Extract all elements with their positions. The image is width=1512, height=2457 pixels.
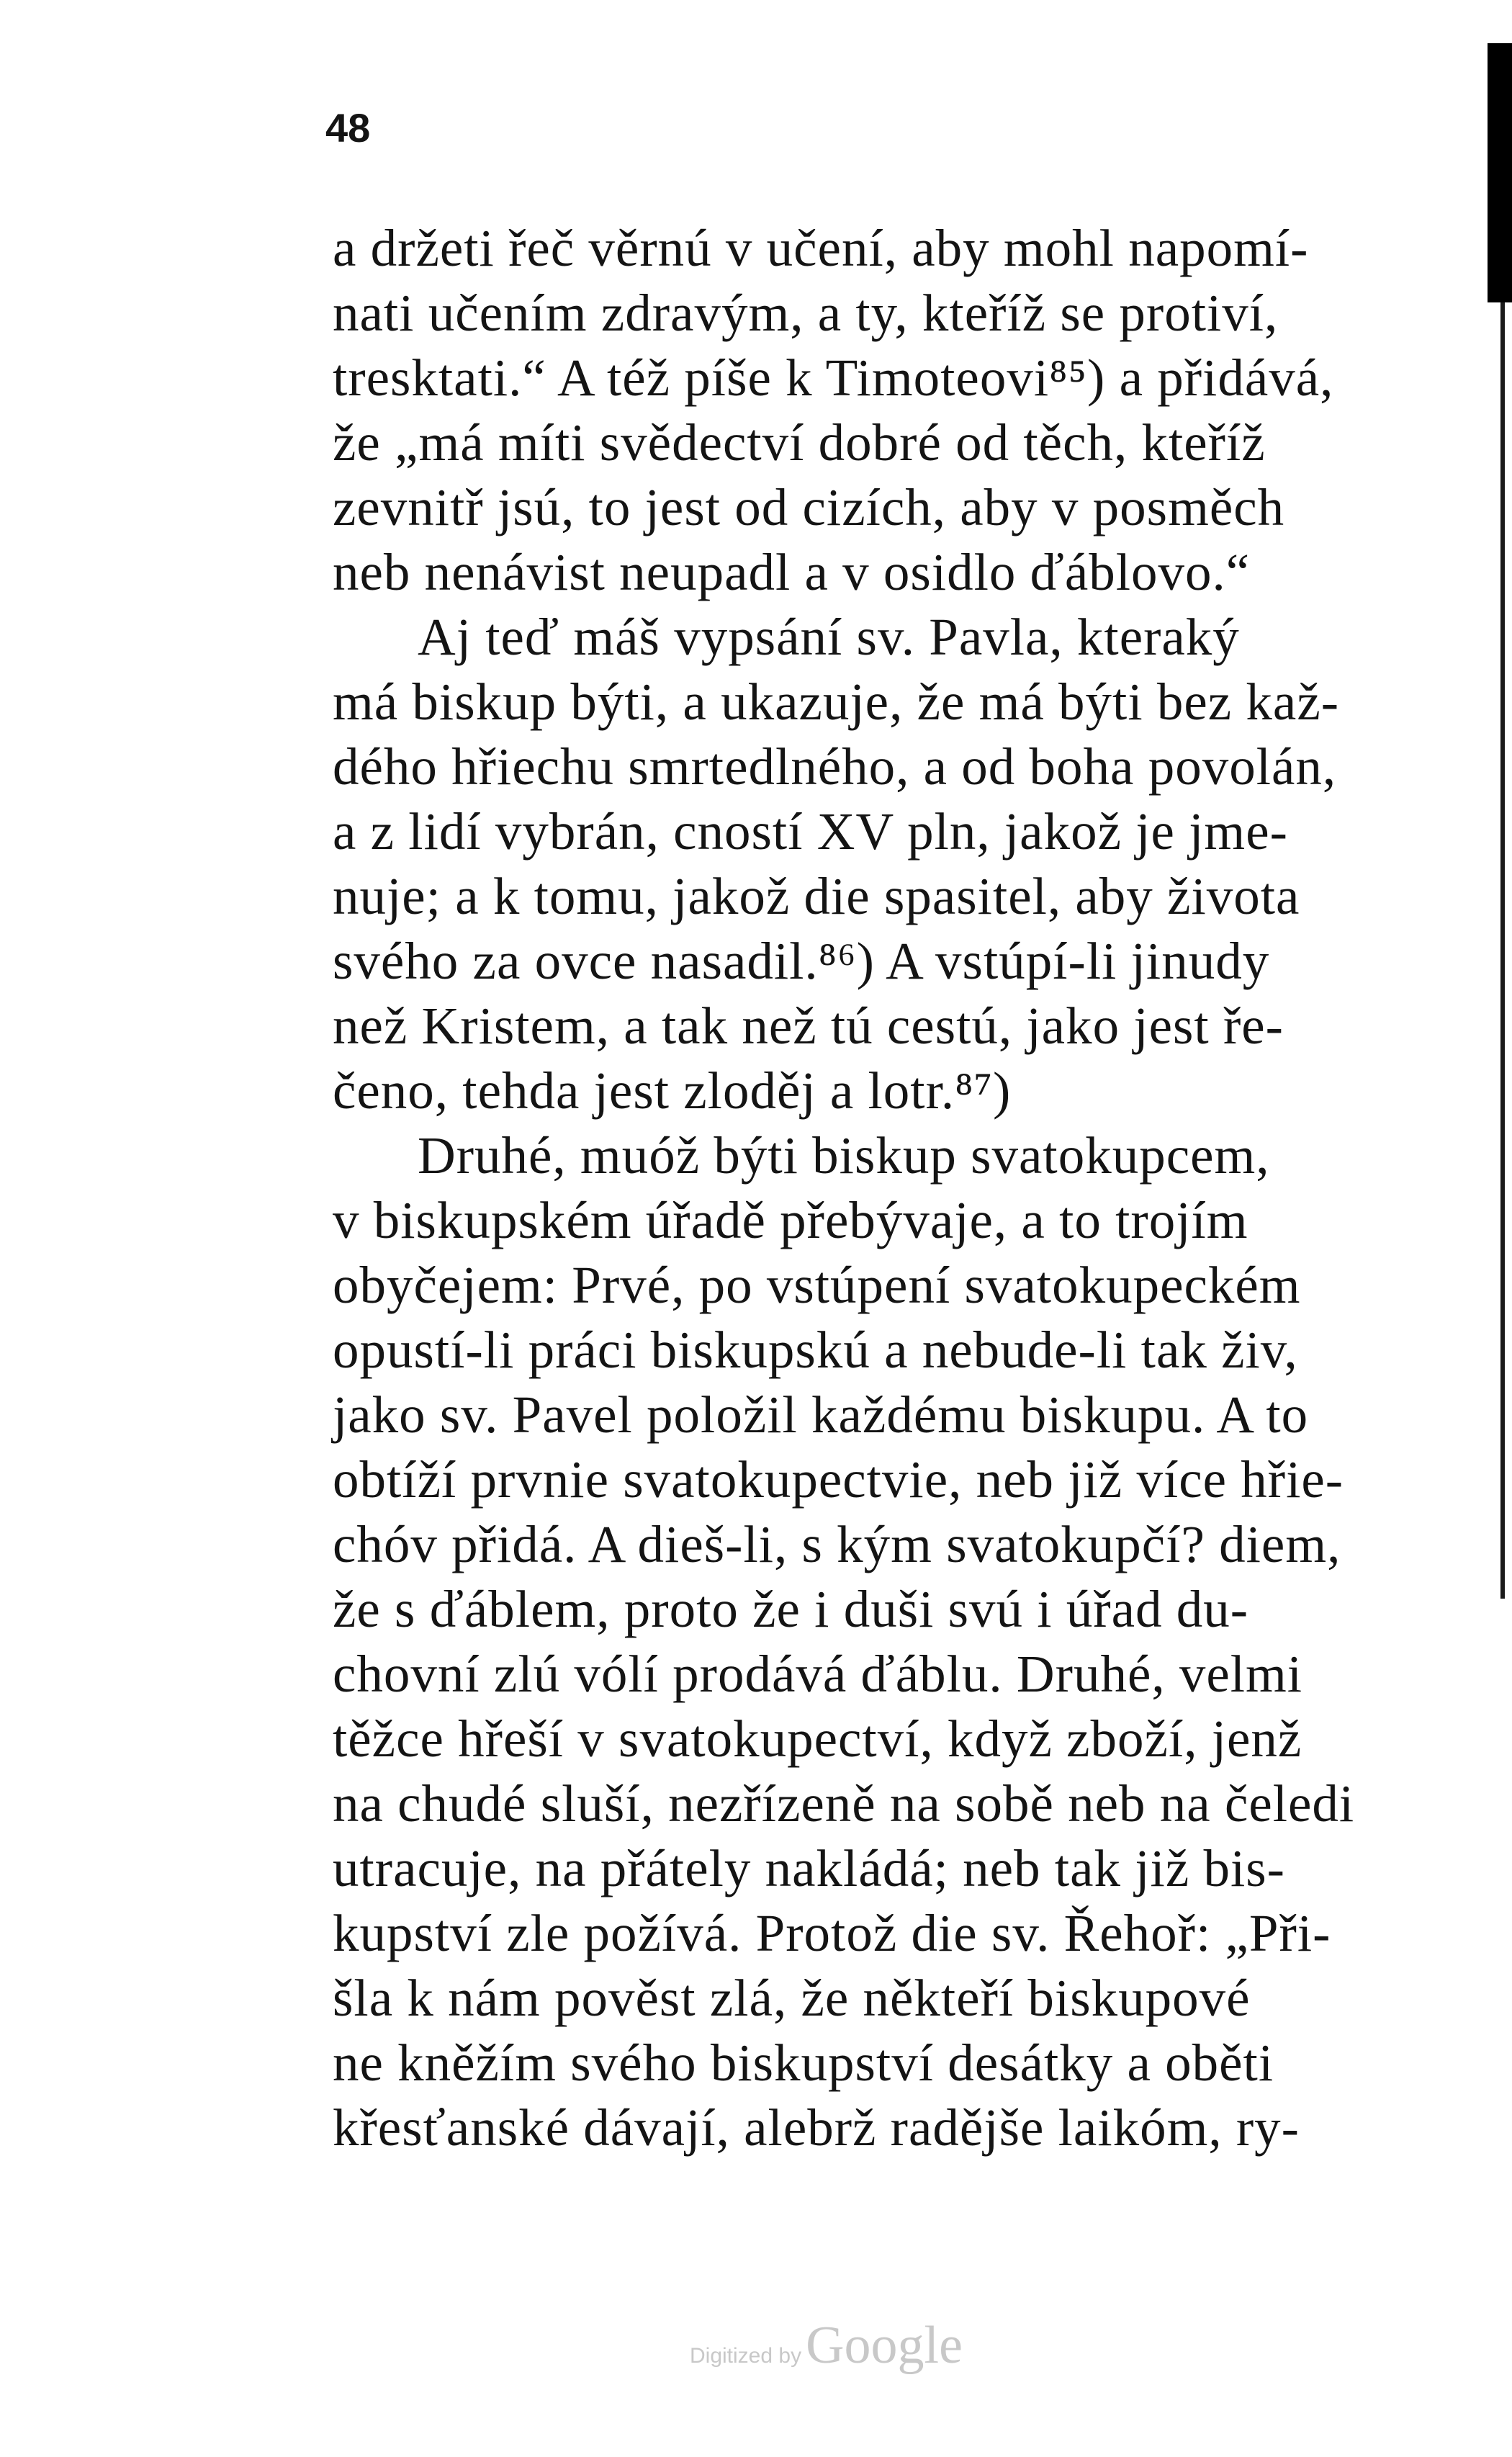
text-line-content: neb nenávist neupadl a v osidlo ďáblovo.“ <box>333 543 1251 601</box>
text-line-content: zevnitř jsú, to jest od cizích, aby v posměch <box>333 478 1285 536</box>
text-line-content: šla k nám pověst zlá, že někteří biskupové <box>333 1969 1251 2027</box>
text-line <box>333 281 1485 346</box>
scan-edge-shadow <box>1488 43 1512 302</box>
text-line-content: než Kristem, a tak než tú cestú, jako jest ře- <box>333 997 1284 1055</box>
text-line <box>333 1901 1485 1966</box>
text-line <box>333 540 1485 605</box>
text-line-content: utracuje, na přátely nakládá; neb tak již bis- <box>333 1839 1285 1897</box>
text-line-content: čeno, tehda jest zloděj a lotr.⁸⁷) <box>333 1061 1012 1120</box>
text-line-content: Aj teď máš vypsání sv. Pavla, kteraký <box>418 608 1240 666</box>
text-line <box>333 346 1485 410</box>
text-line <box>333 994 1485 1059</box>
text-line <box>333 1059 1485 1123</box>
text-line-content: chovní zlú vólí prodává ďáblu. Druhé, velmi <box>333 1645 1303 1703</box>
body-text <box>333 216 1485 2160</box>
text-line-content: opustí-li práci biskupskú a nebude-li tak živ, <box>333 1321 1298 1379</box>
scan-edge-line <box>1500 302 1505 1599</box>
text-line-content: tresktati.“ A též píše k Timoteovi⁸⁵) a přidává, <box>333 349 1334 407</box>
text-line-content: kupství zle požívá. Protož die sv. Řehoř: „Při- <box>333 1904 1331 1962</box>
text-line <box>333 1836 1485 1901</box>
text-line <box>333 1642 1485 1707</box>
text-line <box>333 1771 1485 1836</box>
text-line-content: a držeti řeč věrnú v učení, aby mohl napomí- <box>333 219 1309 277</box>
digitized-label: Digitized by <box>690 2344 802 2368</box>
text-line-content: Druhé, muóž býti biskup svatokupcem, <box>418 1126 1270 1185</box>
text-line-content: ne kněžím svého biskupství desátky a oběti <box>333 2034 1274 2092</box>
text-line-content: obtíží prvnie svatokupectvie, neb již více hřie- <box>333 1450 1344 1509</box>
text-line-content: a z lidí vybrán, cností XV pln, jakož je jme- <box>333 802 1288 861</box>
text-line-content: nuje; a k tomu, jakož die spasitel, aby života <box>333 867 1300 925</box>
text-line <box>333 1577 1485 1642</box>
text-line <box>333 2096 1485 2160</box>
text-line <box>333 1123 1485 1188</box>
text-line <box>333 670 1485 735</box>
text-line <box>333 1707 1485 1771</box>
text-line-content: nati učením zdravým, a ty, kteříž se protiví, <box>333 284 1279 342</box>
text-line-content: že „má míti svědectví dobré od těch, kteříž <box>333 413 1266 472</box>
text-line <box>333 929 1485 994</box>
text-line <box>333 864 1485 929</box>
google-logo: Google <box>806 2316 963 2375</box>
text-line <box>333 1383 1485 1447</box>
text-line <box>333 1253 1485 1318</box>
text-line-content: že s ďáblem, proto že i duši svú i úřad du- <box>333 1580 1249 1638</box>
text-line <box>333 1447 1485 1512</box>
text-line-content: obyčejem: Prvé, po vstúpení svatokupeckém <box>333 1256 1301 1314</box>
text-line <box>333 735 1485 799</box>
text-line-content: na chudé sluší, nezřízeně na sobě neb na čeledi <box>333 1774 1355 1833</box>
text-line-content: jako sv. Pavel položil každému biskupu. A to <box>333 1385 1309 1444</box>
text-line <box>333 1966 1485 2031</box>
digitized-watermark <box>690 2315 963 2376</box>
text-line <box>333 475 1485 540</box>
text-line <box>333 1318 1485 1383</box>
text-line-content: křesťanské dávají, alebrž radějše laikóm, ry- <box>333 2098 1300 2157</box>
text-line <box>333 410 1485 475</box>
text-line-content: má biskup býti, a ukazuje, že má býti bez kaž- <box>333 673 1340 731</box>
text-line <box>333 799 1485 864</box>
page-number: 48 <box>325 105 371 151</box>
text-line <box>333 605 1485 670</box>
text-line-content: svého za ovce nasadil.⁸⁶) A vstúpí-li jinudy <box>333 932 1270 990</box>
text-line-content: těžce hřeší v svatokupectví, když zboží, jenž <box>333 1710 1302 1768</box>
text-line-content: v biskupském úřadě přebývaje, a to trojím <box>333 1191 1248 1249</box>
text-line <box>333 2031 1485 2096</box>
text-line-content: chóv přidá. A dieš-li, s kým svatokupčí? diem, <box>333 1515 1341 1573</box>
text-line <box>333 1188 1485 1253</box>
text-line <box>333 1512 1485 1577</box>
text-line-content: dého hřiechu smrtedlného, a od boha povolán, <box>333 737 1337 796</box>
text-line <box>333 216 1485 281</box>
